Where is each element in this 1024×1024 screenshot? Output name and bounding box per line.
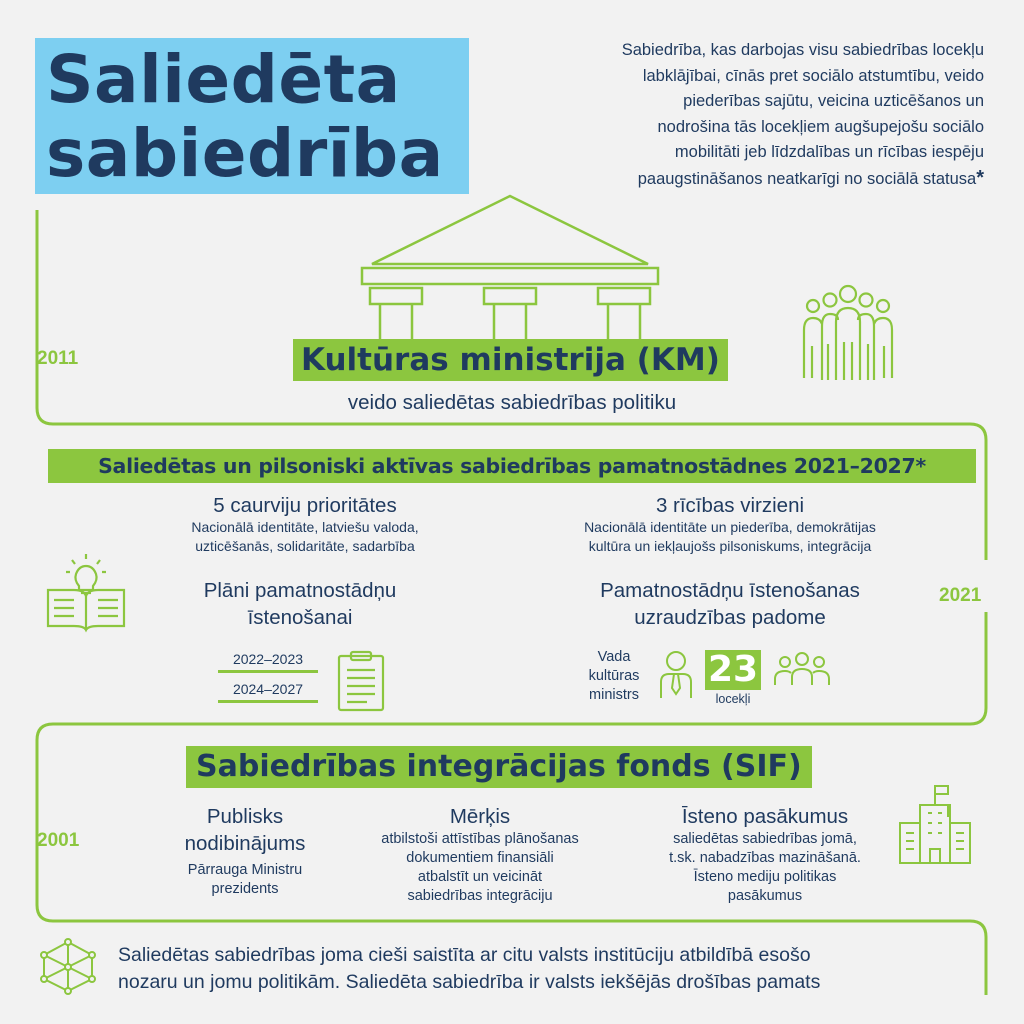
sif-col1-sub-1: Pārrauga Ministru	[187, 862, 303, 878]
clipboard-icon	[337, 650, 385, 712]
people-group-icon	[798, 282, 898, 382]
sif-title: Sabiedrības integrācijas fonds (SIF)	[186, 746, 812, 788]
title-line-2: sabiedrība	[46, 115, 444, 192]
council-title-line-1: Pamatnostādņu īstenošanas	[600, 579, 860, 602]
priorities-title: 5 caurviju prioritātes	[213, 494, 397, 517]
intro-definition	[504, 38, 984, 192]
bottom-text-line-2: nozaru un jomu politikām. Saliedēta sabiedrība ir valsts iekšējās drošības pamats	[118, 971, 821, 993]
network-icon	[40, 939, 96, 993]
year-2021: 2021	[939, 585, 982, 606]
sif-col2-sub-3: atbalstīt un veicināt	[417, 869, 543, 885]
asterisk: *	[976, 166, 984, 189]
priorities-line-1: Nacionālā identitāte, latviešu valoda,	[191, 519, 419, 535]
sif-col3-sub-3: Īsteno mediju politikas	[693, 869, 837, 885]
period-2022-2023: 2022–2023	[232, 651, 304, 667]
sif-col1-title-2: nodibinājums	[184, 832, 306, 855]
sif-col2-sub-2: dokumentiem finansiāli	[406, 850, 554, 866]
period-2024-2027: 2024–2027	[232, 681, 304, 697]
council-title-line-2: uzraudzības padome	[634, 606, 826, 629]
year-2001: 2001	[37, 830, 80, 851]
building-columns-icon	[360, 192, 660, 342]
led-line-1: Vada	[597, 649, 631, 665]
title-line-1: Saliedēta	[46, 41, 401, 118]
sif-col1-sub-2: prezidents	[211, 881, 279, 897]
period-divider-2	[218, 700, 318, 703]
sif-col2-sub-1: atbilstoši attīstības plānošanas	[381, 831, 579, 847]
intro-line-last	[504, 166, 984, 193]
intro-line: paaugstināšanos neatkarīgi no sociālā statusa	[637, 169, 977, 188]
led-line-3: ministrs	[589, 687, 639, 703]
year-2011: 2011	[37, 348, 79, 369]
book-lightbulb-icon	[44, 552, 128, 632]
intro-line: nodrošina tās locekļiem augšupejošu sociālo	[657, 117, 984, 136]
intro-line: labklājībai, cīnās pret sociālo atstumtību, veido	[642, 66, 984, 85]
intro-line: Sabiedrība, kas darbojas visu sabiedrības locekļu	[621, 41, 984, 59]
directions-title: 3 rīcības virzieni	[655, 494, 805, 517]
plans-title-line-2: īstenošanai	[247, 606, 353, 629]
bottom-text-line-1: Saliedētas sabiedrības joma cieši saistīta ar citu valsts institūciju atbildībā esošo	[118, 944, 811, 966]
government-building-icon	[898, 783, 972, 865]
plans-title-line-1: Plāni pamatnostādņu	[203, 579, 397, 602]
priorities-line-2: uzticēšanās, solidaritāte, sadarbība	[195, 538, 415, 554]
km-title: Kultūras ministrija (KM)	[293, 339, 728, 381]
guidelines-title: Saliedētas un pilsoniski aktīvas sabiedrības pamatnostādnes 2021–2027*	[48, 449, 976, 483]
person-tie-icon	[659, 650, 693, 700]
intro-line: piederības sajūtu, veicina uzticēšanos un	[683, 92, 984, 110]
km-subtitle: veido saliedētas sabiedrības politiku	[347, 391, 677, 414]
period-divider-1	[218, 670, 318, 673]
directions-line-2: kultūra un iekļaujošs pilsoniskums, integrācija	[588, 538, 872, 554]
sif-col3-sub-4: pasākumus	[727, 888, 803, 904]
sif-col3-sub-2: t.sk. nabadzības mazināšanā.	[669, 850, 861, 866]
sif-col2-title: Mērķis	[449, 805, 511, 828]
intro-line: mobilitāti jeb līdzdalības un rīcības iespēju	[674, 143, 984, 161]
sif-col3-title: Īsteno pasākumus	[681, 805, 849, 828]
three-people-icon	[773, 651, 831, 687]
directions-line-1: Nacionālā identitāte un piederība, demokrātijas	[584, 519, 876, 535]
led-line-2: kultūras	[588, 668, 640, 684]
sif-col2-sub-4: sabiedrības integrāciju	[407, 888, 553, 904]
sif-col1-title-1: Publisks	[206, 805, 284, 828]
sif-col3-sub-1: saliedētas sabiedrības jomā,	[673, 831, 857, 847]
members-label: locekļi	[715, 692, 751, 706]
members-count: 23	[705, 650, 761, 690]
